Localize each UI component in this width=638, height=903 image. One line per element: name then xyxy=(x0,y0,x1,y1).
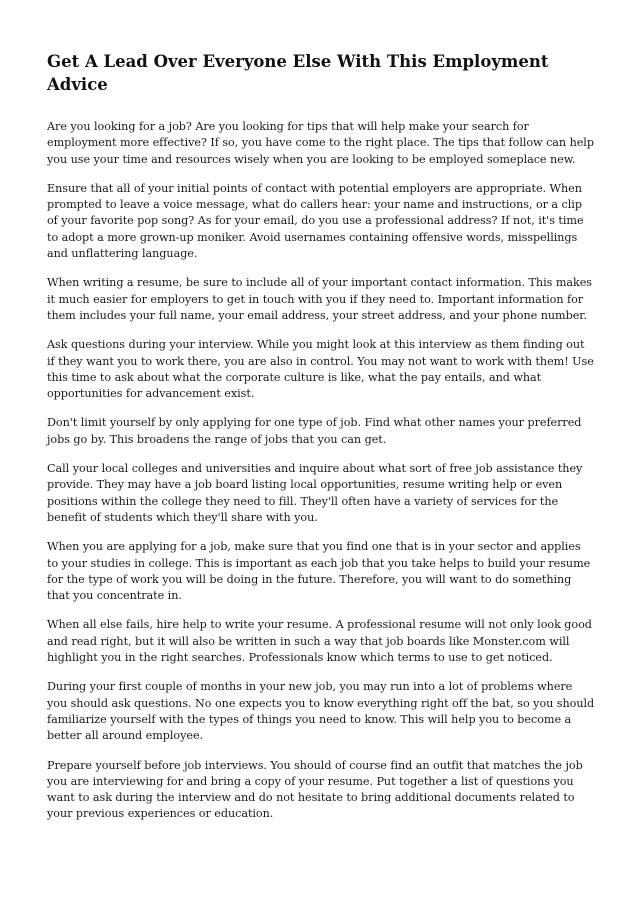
paragraph-4: Ask questions during your interview. While you might look at this interview as them finding out if they want you to work there, you are also in control. You may not want to work with them! Use this time to ask about what the corporate culture is like, what the pay entails, and what opportunities for advancement exist. xyxy=(47,338,594,401)
paragraph-8: When all else fails, hire help to write your resume. A professional resume will not only look good and read right, but it will also be written in such a way that job boards like Monster.com will highlight you in the right searches. Professionals know which terms to use to get noticed. xyxy=(47,618,592,665)
paragraph-9: During your first couple of months in your new job, you may run into a lot of problems where you should ask questions. No one expects you to know everything right off the bat, so you should familiarize yourself with the types of things you need to know. This will help you to become a better all around employee. xyxy=(47,680,595,743)
paragraph-10: Prepare yourself before job interviews. You should of course find an outfit that matches the job you are interviewing for and bring a copy of your resume. Put together a list of questions you want to ask during the interview and do not hesitate to bring additional documents related to your previous experiences or education. xyxy=(47,758,583,821)
paragraph-3: When writing a resume, be sure to include all of your important contact information. This makes it much easier for employers to get in touch with you if they need to. Important information for them includes your full name, your email address, your street address, and your phone number. xyxy=(47,276,592,322)
document-page xyxy=(47,50,595,836)
paragraph-7: When you are applying for a job, make sure that you find one that is in your sector and applies to your studies in college. This is important as each job that you take helps to build your resume for the type of work you will be doing in the future. Therefore, you will want to do something that you concentrate in. xyxy=(47,540,591,603)
paragraph-2: Ensure that all of your initial points of contact with potential employers are appropriate. When prompted to leave a voice message, what do callers hear: your name and instructions, or a clip of your favorite pop song? As for your email, do you use a professional address? If not, it's time to adopt a more grown-up moniker. Avoid usernames containing offensive words, misspellings and unflattering language. xyxy=(47,181,584,261)
document-title: Get A Lead Over Everyone Else With This Employment Advice xyxy=(47,52,549,94)
paragraph-5: Don't limit yourself by only applying for one type of job. Find what other names your preferred jobs go by. This broadens the range of jobs that you can get. xyxy=(47,416,582,446)
paragraph-6: Call your local colleges and universities and inquire about what sort of free job assistance they provide. They may have a job board listing local opportunities, resume writing help or even positions within the college they need to fill. They'll often have a variety of services for the benefit of students which they'll share with you. xyxy=(47,462,583,524)
paragraph-1: Are you looking for a job? Are you looking for tips that will help make your search for employment more effective? If so, you have come to the right place. The tips that follow can help you use your time and resources wisely when you are looking to be employed someplace new. xyxy=(47,120,594,166)
